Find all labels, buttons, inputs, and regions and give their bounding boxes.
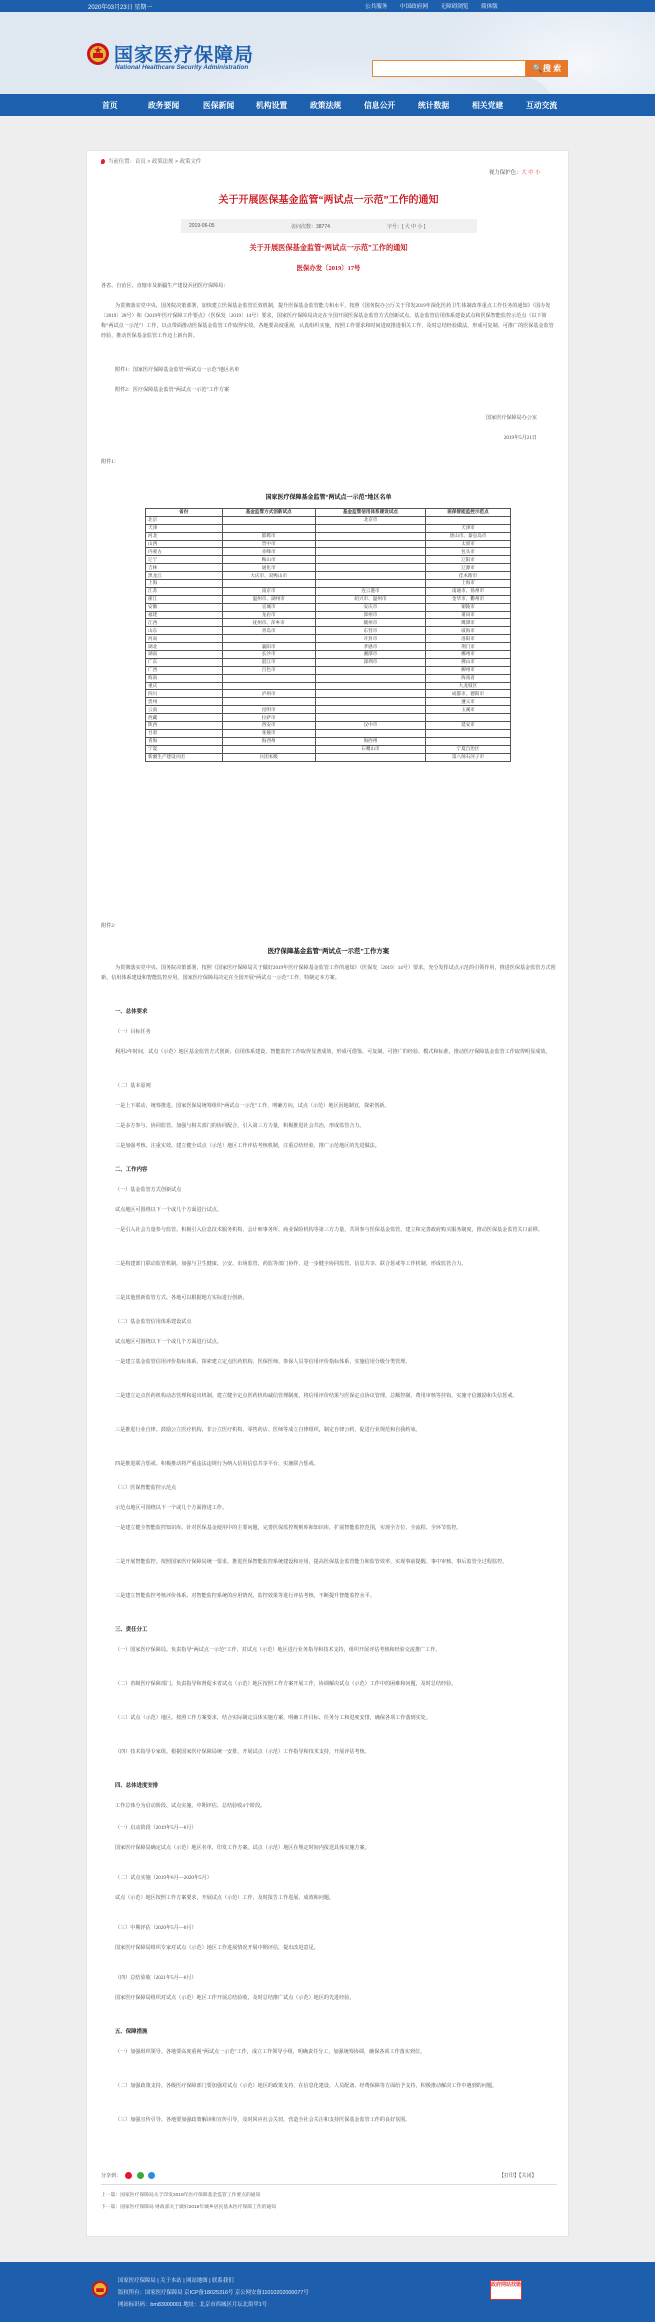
table-cell: 兵团本级 — [222, 753, 315, 761]
section-work-content: 二、工作内容 — [115, 1167, 148, 1173]
table-row — [146, 524, 511, 532]
table-cell: 青岛市 — [222, 627, 315, 635]
table-cell — [315, 706, 425, 714]
table-cell: 拉萨市 — [222, 714, 315, 722]
footer-address: 网站标识码：bm83000001 地址：北京市西城区月坛北街甲1号 — [118, 2302, 268, 2308]
table-row — [146, 745, 511, 753]
table-cell — [315, 729, 425, 737]
table-cell: 赤峰市 — [222, 548, 315, 556]
nav-policies[interactable]: 政策法规 — [310, 101, 342, 110]
table-cell — [222, 516, 315, 524]
table-cell — [315, 572, 425, 580]
article-container — [86, 150, 569, 2237]
table-cell — [315, 532, 425, 540]
table-cell: 海西州 — [315, 737, 425, 745]
font-size-switch[interactable]: 字号：[ 大 中 小 ] — [387, 224, 426, 230]
table-cell: 深圳市 — [315, 658, 425, 666]
table-cell — [315, 556, 425, 564]
table-row — [146, 706, 511, 714]
responsibility-4: （四）技术指导专家组。根据国家医疗保障局统一安排，开展试点（示范）工作指导和技术支持，开展评估考核。 — [115, 1749, 370, 1755]
public-service-link[interactable]: 公共服务 — [365, 4, 388, 10]
monitor-goal: 示范点地区可围绕以下一个或几个方面推进工作。 — [115, 1505, 228, 1511]
table-cell: 西安市 — [222, 722, 315, 730]
table-cell: 新疆生产建设兵团 — [146, 753, 223, 761]
principle-3: 三是加强考核、注重实效。建立健全试点（示范）地区工作评估考核机制，注重总结经验，推广示范地区的先进做法。 — [115, 1143, 380, 1149]
breadcrumb — [101, 157, 201, 165]
table-cell: 漳州市 — [315, 611, 425, 619]
table-row — [146, 674, 511, 682]
principle-1: 一是上下联动、统筹推进。国家医保局统筹组织“两试点一示范”工作，明确方向，试点（示范）地区因地制宜，探索创新。 — [115, 1103, 390, 1109]
table-cell — [315, 682, 425, 690]
section-principles: （二）基本原则 — [115, 1083, 151, 1089]
table-cell: 玉溪市 — [426, 706, 511, 714]
notice-intro: 为贯彻落实党中央、国务院决策部署，加快建立医保基金监管长效机制，提升医保基金监管能力和水平，按照《国务院办公厅关于印发2019年深化医药卫生体制改革重点工作任务的通知》（国办发〔2019〕28号）和《2019年医疗保障工作要点》（医保发〔2019〕14号）要求，国家医疗保障局决定在全国开展医保基金监管方式创新试点、基金监管信用体系建设试点和医保智能监控示范点（以下简称“两试点一示范”）工作，以点带面推动医保基金监管工作取得实效。各地要高度重视，认真组织实施，按照工作要求和时间进度推进相关工作，及时总结经验做法，形成可复制、可推广的医保基金监管经验，推动医保基金监管工作迈上新台阶。 — [101, 303, 554, 339]
schedule-phase-3-text: 国家医疗保障局组织专家对试点（示范）地区工作进展情况开展中期评估，提出改进意见。 — [115, 1945, 319, 1951]
col-credit-pilot: 基金监管信用体系建设试点 — [315, 509, 425, 517]
safeguard-2: （二）加强政策支持。各级医疗保障部门要加强对试点（示范）地区的政策支持，在信息化建设、人员配备、经费保障等方面给予支持，积极推动解决工作中遇到的问题。 — [115, 2083, 498, 2089]
table-cell: 广东 — [146, 658, 223, 666]
table-cell: 包头市 — [426, 548, 511, 556]
responsibility-1: （一）国家医疗保障局。负责指导“两试点一示范”工作，对试点（示范）地区进行业务指导和技术支持，组织开展评估考核和经验交流推广工作。 — [115, 1647, 441, 1653]
table-cell: 佛山市 — [426, 658, 511, 666]
table-row — [146, 611, 511, 619]
table-cell: 赣州市 — [315, 619, 425, 627]
current-date: 2020年03月23日 星期一 — [88, 5, 153, 11]
responsibility-3: （三）试点（示范）地区。按照工作方案要求，结合实际制定具体实施方案，明确工作目标、任务分工和进度安排，确保各项工作落到实处。 — [115, 1715, 431, 1721]
table-cell: 云南 — [146, 706, 223, 714]
search-button-label: 搜 索 — [542, 64, 562, 73]
table-cell: 太原市 — [426, 540, 511, 548]
table-cell: 西藏 — [146, 714, 223, 722]
annex1-title: 国家医疗保障基金监管“两试点一示范”地区名单 — [265, 495, 392, 501]
eye-protection-toggle[interactable] — [489, 168, 541, 176]
schedule-phase-4: （四）总结验收（2021年5月—6月） — [115, 1975, 197, 1981]
schedule-phase-3: （三）中期评估（2020年5月—6月） — [115, 1925, 197, 1931]
table-cell: 九龙坡区 — [426, 682, 511, 690]
search-input[interactable] — [372, 60, 526, 77]
search-icon: 🔍 — [532, 64, 543, 73]
table-cell: 内蒙古 — [146, 548, 223, 556]
table-cell: 遵义市 — [426, 698, 511, 706]
table-row — [146, 580, 511, 588]
footer-emblem-icon — [91, 2279, 109, 2299]
table-cell: 湖南 — [146, 651, 223, 659]
table-cell — [315, 690, 425, 698]
table-cell: 晋中市 — [222, 540, 315, 548]
table-cell: 陕西 — [146, 722, 223, 730]
table-row — [146, 532, 511, 540]
table-cell: 甘肃 — [146, 729, 223, 737]
table-cell: 威海市 — [426, 627, 511, 635]
table-cell: 上海市 — [426, 580, 511, 588]
table-cell: 第八师石河子市 — [426, 753, 511, 761]
print-close-links[interactable]: 【打印】【关闭】 — [499, 2173, 537, 2179]
table-cell: 河南 — [146, 635, 223, 643]
innovation-item-1: 一是引入社会力量参与监管。积极引入信息技术服务机构、会计师事务所、商业保险机构等第三方力量，共同参与医保基金监管，建立和完善政府购买服务制度，推动医保基金监管关口前移。 — [115, 1227, 543, 1233]
table-row — [146, 635, 511, 643]
table-cell: 海南 — [146, 674, 223, 682]
table-cell — [315, 580, 425, 588]
table-row — [146, 714, 511, 722]
section-safeguards: 五、保障措施 — [115, 2029, 148, 2035]
safeguard-3: （三）加强宣传引导。各地要加强政策解读和宣传引导，及时回应社会关切，营造全社会关注和支持医保基金监管工作的良好氛围。 — [115, 2117, 411, 2123]
table-cell: 百色市 — [222, 666, 315, 674]
table-cell: 北京市 — [315, 516, 425, 524]
table-cell: 湖北 — [146, 643, 223, 651]
sign-date: 2019年5月21日 — [503, 435, 537, 441]
table-cell: 唐山市、秦皇岛市 — [426, 532, 511, 540]
table-row — [146, 690, 511, 698]
table-cell: 宁夏自治区 — [426, 745, 511, 753]
table-row — [146, 595, 511, 603]
table-cell: 佳木斯市 — [426, 572, 511, 580]
site-header — [0, 12, 655, 94]
table-cell — [315, 548, 425, 556]
table-cell: 宁夏 — [146, 745, 223, 753]
table-cell — [315, 666, 425, 674]
col-smart-monitor: 医保智能监控示范点 — [426, 509, 511, 517]
share-label: 分享到： — [101, 2173, 122, 2179]
schedule-phase-2-text: 试点（示范）地区按照工作方案要求，开展试点（示范）工作，及时报告工作进展、成效和问题。 — [115, 1895, 335, 1901]
table-cell: 重庆 — [146, 682, 223, 690]
table-cell: 张掖市 — [222, 729, 315, 737]
table-row — [146, 540, 511, 548]
section-innovation-pilot: （一）基金监管方式创新试点 — [115, 1187, 182, 1193]
annex2-label: 附件2： — [101, 923, 119, 929]
principle-2: 二是多方参与、协同监管。加强与相关部门的协同配合，引入第三方力量，积极推进社会共治，形成监管合力。 — [115, 1123, 365, 1129]
credit-item-1: 一是建立基金监管信用评价指标体系。探索建立定点医药机构、医保医师、参保人员等信用评价指标体系，实施信用分级分类管理。 — [115, 1359, 411, 1365]
nav-interaction[interactable]: 互动交流 — [526, 101, 558, 110]
col-innovation-pilot: 基金监管方式创新试点 — [222, 509, 315, 517]
table-row — [146, 603, 511, 611]
table-cell: 泸州市 — [222, 690, 315, 698]
table-cell: 铜陵市 — [426, 603, 511, 611]
salutation: 各省、自治区、直辖市及新疆生产建设兵团医疗保障局： — [101, 283, 229, 289]
table-row — [146, 682, 511, 690]
table-cell: 辽源市 — [426, 564, 511, 572]
table-row — [146, 643, 511, 651]
table-cell: 温州市、湖州市 — [222, 595, 315, 603]
table-cell: 吉林 — [146, 564, 223, 572]
table-cell: 安徽 — [146, 603, 223, 611]
schedule-phase-4-text: 国家医疗保障局组织对试点（示范）地区工作开展总结验收，及时总结推广试点（示范）地区的先进经验。 — [115, 1995, 355, 2001]
credit-item-4: 四是推进联合惩戒。积极推动将严重违法违规行为纳入信用信息共享平台，实施联合惩戒。 — [115, 1461, 319, 1467]
view-count: 访问次数：38774 — [291, 224, 330, 230]
table-cell: 通化市 — [222, 564, 315, 572]
table-cell — [222, 682, 315, 690]
table-cell: 天津 — [146, 524, 223, 532]
credit-item-2: 二是建立定点医药机构动态管理和退出机制。建立健全定点医药机构诚信管理制度，将信用评价结果与医保定点协议管理、总额控制、费用审核等挂钩，实施守信激励和失信惩戒。 — [115, 1393, 518, 1399]
article-title: 关于开展医保基金监管“两试点一示范”工作的通知 — [218, 195, 439, 206]
table-row — [146, 556, 511, 564]
table-row — [146, 658, 511, 666]
table-cell: 北京 — [146, 516, 223, 524]
table-row — [146, 627, 511, 635]
section-responsibilities: 三、责任分工 — [115, 1627, 148, 1633]
table-cell: 黑龙江 — [146, 572, 223, 580]
table-cell — [222, 698, 315, 706]
table-cell — [315, 564, 425, 572]
table-cell: 上海 — [146, 580, 223, 588]
table-cell: 江西 — [146, 619, 223, 627]
responsibility-2: （二）省级医疗保障部门。负责指导和督促本省试点（示范）地区按照工作方案开展工作，协调解决试点（示范）工作中的困难和问题，及时总结经验。 — [115, 1681, 457, 1687]
top-bar — [0, 0, 655, 12]
site-footer — [0, 2262, 655, 2322]
innovation-item-2: 二是构建部门联动监管机制。加强与卫生健康、公安、市场监管、药监等部门协作，进一步健全协同监管、信息共享、联合惩戒等工作机制，形成监管合力。 — [115, 1261, 467, 1267]
table-cell: 洛阳市 — [426, 635, 511, 643]
table-cell: 湘潭市 — [315, 651, 425, 659]
safeguard-1: （一）加强组织领导。各地要高度重视“两试点一示范”工作，成立工作领导小组，明确责任分工，加强统筹协调，确保各项工作落实到位。 — [115, 2049, 426, 2055]
qzone-share-icon[interactable] — [148, 2172, 155, 2179]
table-cell — [315, 698, 425, 706]
notice-title: 关于开展医保基金监管“两试点一示范”工作的通知 — [249, 244, 408, 252]
section-smart-monitor: （三）医保智能监控示范点 — [115, 1485, 177, 1491]
table-cell: 鞍山市 — [222, 556, 315, 564]
table-cell: 海西州 — [222, 737, 315, 745]
table-row — [146, 753, 511, 761]
next-article-link[interactable]: 下一篇：国家医疗保障局 财政部关于做好2019年城乡居民基本医疗保障工作的通知 — [101, 2205, 277, 2210]
prev-article-link[interactable]: 上一篇：国家医疗保障局关于印发2019年医疗保障基金监管工作要点的通知 — [101, 2193, 261, 2198]
signer: 国家医疗保障局办公室 — [486, 415, 537, 421]
table-cell: 鹰潭市 — [426, 619, 511, 627]
table-cell: 柳州市 — [426, 666, 511, 674]
table-cell: 延安市 — [426, 722, 511, 730]
document-number: 医保办发〔2019〕17号 — [296, 265, 361, 272]
search-button[interactable] — [526, 60, 568, 77]
annex-link-1[interactable]: 附件1：国家医疗保障基金监管“两试点一示范”地区名单 — [115, 367, 240, 373]
table-cell — [315, 524, 425, 532]
table-cell — [426, 714, 511, 722]
article-meta — [181, 219, 477, 233]
table-cell: 抚州市、萍乡市 — [222, 619, 315, 627]
eye-protection-options[interactable]: 大 中 小 — [521, 170, 541, 176]
table-cell: 辽阳市 — [426, 556, 511, 564]
table-cell: 海南省 — [426, 674, 511, 682]
table-cell — [426, 516, 511, 524]
table-row — [146, 729, 511, 737]
section-goals: （一）目标任务 — [115, 1029, 151, 1035]
national-emblem-icon — [86, 41, 110, 67]
table-cell: 绍兴市、温州市 — [315, 595, 425, 603]
gov-portal-link[interactable]: 中国政府网 — [399, 4, 428, 10]
table-cell: 南京市 — [222, 587, 315, 595]
goals-text: 利用2年时间，试点（示范）地区基金监管方式创新、信用体系建设、智能监控工作取得显著成效，形成可借鉴、可复制、可推广的经验、模式和标准，推动医疗保障基金监管工作取得明显成效。 — [115, 1049, 551, 1055]
schedule-phase-1-text: 国家医疗保障局确定试点（示范）地区名单，印发工作方案。试点（示范）地区在规定时间内报送具体实施方案。 — [115, 1845, 370, 1851]
table-cell: 长沙市 — [222, 651, 315, 659]
credit-item-3: 三是推进行业自律。鼓励公立医疗机构、非公立医疗机构、零售药店、医师等成立自律组织，制定自律公约，促进行业规范和自我约束。 — [115, 1427, 421, 1433]
table-cell: 安庆市 — [315, 603, 425, 611]
table-cell: 青海 — [146, 737, 223, 745]
credit-goal: 试点地区可围绕以下一个或几个方面进行试点。 — [115, 1339, 222, 1345]
innovation-item-3: 三是其他创新监管方式。各地可以根据地方实际进行创新。 — [115, 1295, 248, 1301]
pilot-regions-table — [145, 508, 511, 762]
schedule-phase-1: （一）启动阶段（2019年5月—6月） — [115, 1825, 197, 1831]
publish-date: 2019-06-05 — [189, 223, 215, 229]
monitor-item-1: 一是建立健全智能监控知识库。针对医保基金使用中的主要问题，完善医保监控规则库和知识库，扩展智能监控范围，实现全方位、全流程、全环节监控。 — [115, 1525, 462, 1531]
divider — [101, 2184, 557, 2185]
table-cell: 贵州 — [146, 698, 223, 706]
simplified-chinese-link[interactable]: 简体版 — [481, 4, 498, 10]
main-nav — [0, 94, 655, 116]
wechat-share-icon[interactable] — [137, 2172, 144, 2179]
annex1-label: 附件1： — [101, 459, 119, 465]
section-general: 一、总体要求 — [115, 1009, 148, 1015]
section-schedule: 四、总体进度安排 — [115, 1783, 159, 1789]
table-cell: 河北 — [146, 532, 223, 540]
table-cell: 郴州市 — [426, 651, 511, 659]
table-cell: 天津市 — [426, 524, 511, 532]
table-cell: 山西 — [146, 540, 223, 548]
nav-info-disclosure[interactable]: 信息公开 — [364, 101, 396, 110]
table-cell — [222, 745, 315, 753]
table-row — [146, 666, 511, 674]
monitor-item-2: 二是开展智能监控。按照国家医疗保障局统一要求，推进医保智能监控系统建设和应用，提高医保基金监管能力和监管效率，实现事前提醒、事中审核、事后监管全过程监控。 — [115, 1559, 508, 1565]
table-cell — [426, 737, 511, 745]
annex2-title: 医疗保障基金监管“两试点一示范”工作方案 — [267, 948, 390, 955]
table-cell — [426, 729, 511, 737]
table-cell — [222, 524, 315, 532]
accessibility-link[interactable]: 无障碍浏览 — [440, 4, 469, 10]
table-cell: 荆门市 — [426, 643, 511, 651]
table-cell: 金华市、衢州市 — [426, 595, 511, 603]
table-cell: 开封市 — [315, 635, 425, 643]
table-row — [146, 572, 511, 580]
weibo-share-icon[interactable] — [125, 2172, 132, 2179]
nav-party-building[interactable]: 相关党建 — [472, 101, 504, 110]
table-cell: 浙江 — [146, 595, 223, 603]
eye-protection-label: 视力保护色： — [489, 170, 522, 176]
table-cell — [222, 635, 315, 643]
table-cell: 湛江市 — [222, 658, 315, 666]
table-cell: 石嘴山市 — [315, 745, 425, 753]
annex2-intro: 为贯彻落实党中央、国务院决策部署，按照《国家医疗保障局关于做好2019年医疗保障基金监管工作的通知》（医保发〔2019〕14号）要求，充分发挥试点示范的引领作用，推进医保基金监管方式创新、信用体系建设和智能监控应用，国家医疗保障局决定在全国开展“两试点一示范”工作，特制定本方案。 — [101, 965, 556, 981]
top-links — [365, 2, 509, 10]
monitor-item-3: 三是建立智能监控考核评价体系。对智能监控系统的应用情况、监控效果等进行评估考核，不断提升智能监控水平。 — [115, 1593, 375, 1599]
breadcrumb-text[interactable]: 当前位置：首页 > 政策法规 > 政策文件 — [108, 159, 202, 165]
table-cell: 宣城市 — [222, 603, 315, 611]
table-cell: 东营市 — [315, 627, 425, 635]
table-cell — [222, 580, 315, 588]
table-row — [146, 619, 511, 627]
annex-link-2[interactable]: 附件2：医疗保障基金监管“两试点一示范”工作方案 — [115, 387, 230, 393]
table-row — [146, 564, 511, 572]
table-cell: 四川 — [146, 690, 223, 698]
table-cell — [315, 674, 425, 682]
table-cell: 孝感市 — [315, 643, 425, 651]
nav-healthcare-news[interactable]: 医保新闻 — [203, 101, 235, 110]
table-row — [146, 737, 511, 745]
schedule-intro: 工作总体分为启动阶段、试点实施、中期评估、总结验收4个阶段。 — [115, 1803, 266, 1809]
table-cell — [315, 753, 425, 761]
table-row — [146, 698, 511, 706]
schedule-phase-2: （二）试点实施（2019年6月—2020年5月） — [115, 1875, 212, 1881]
site-logo-title[interactable]: 国家医疗保障局 — [114, 45, 255, 66]
table-row — [146, 516, 511, 524]
table-cell: 襄阳市 — [222, 643, 315, 651]
share-bar — [101, 2172, 155, 2179]
table-row — [146, 722, 511, 730]
table-cell — [222, 674, 315, 682]
table-row — [146, 587, 511, 595]
table-cell: 莆田市 — [426, 611, 511, 619]
gov-site-error-badge[interactable]: 政府网站找错 — [490, 2280, 522, 2300]
nav-home[interactable]: 首页 — [102, 101, 118, 110]
table-cell: 辽宁 — [146, 556, 223, 564]
table-cell: 龙岩市 — [222, 611, 315, 619]
nav-statistics[interactable]: 统计数据 — [418, 101, 450, 110]
footer-links[interactable]: 国家医疗保障局 | 关于本站 | 网站地图 | 联系我们 — [118, 2278, 234, 2284]
table-cell: 广西 — [146, 666, 223, 674]
table-cell: 连云港市 — [315, 587, 425, 595]
table-cell: 大庆市、双鸭山市 — [222, 572, 315, 580]
nav-organization[interactable]: 机构设置 — [256, 101, 288, 110]
table-cell: 南通市、扬州市 — [426, 587, 511, 595]
table-cell: 成都市、德阳市 — [426, 690, 511, 698]
table-cell: 江苏 — [146, 587, 223, 595]
table-cell: 山东 — [146, 627, 223, 635]
table-cell — [315, 714, 425, 722]
table-cell: 邯郸市 — [222, 532, 315, 540]
table-row — [146, 548, 511, 556]
table-cell: 汉中市 — [315, 722, 425, 730]
table-cell — [315, 540, 425, 548]
section-credit-pilot: （二）基金监管信用体系建设试点 — [115, 1319, 192, 1325]
nav-government-news[interactable]: 政务要闻 — [148, 101, 180, 110]
table-row — [146, 651, 511, 659]
innovation-goal: 试点地区可围绕以下一个或几个方面进行试点。 — [115, 1207, 222, 1213]
table-cell: 福建 — [146, 611, 223, 619]
col-province: 省份 — [146, 509, 223, 517]
site-logo-subtitle: National Healthcare Security Administration — [115, 64, 249, 71]
location-pin-icon — [101, 159, 105, 164]
table-cell: 昆明市 — [222, 706, 315, 714]
footer-copyright: 版权所有：国家医疗保障局 京ICP备18025316号 京公网安备11010202000077号 — [118, 2290, 309, 2296]
